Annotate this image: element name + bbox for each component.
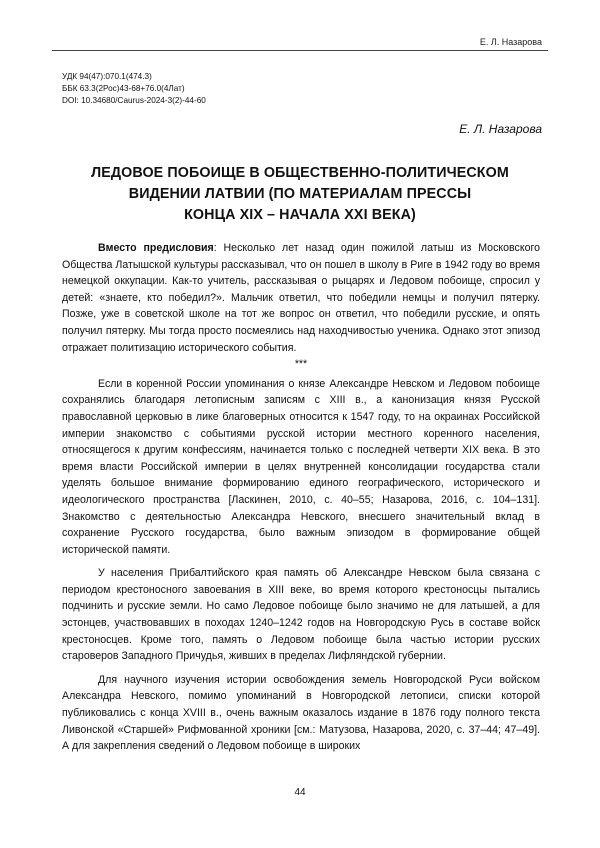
article-title: [70, 163, 530, 226]
doi: DOI: 10.34680/Caurus-2024-3(2)-44-60: [62, 96, 206, 105]
section-separator: ***: [294, 358, 308, 371]
preface-text: : Несколько лет назад один пожилой латыш из Московского Общества Латышской культуры рассказывал, что он пошел в школу в Риге в 1942 году во время немецкой оккупации. Как-то учитель, рассказывая о рыцарях и Ледовом побоище, спросил у детей: «знаете, кто победил?». Мальчик ответил, что победили немцы и получил пятерку. Позже, уже в советской школе на тот же вопрос он ответил, что победили русские, и опять получил пятерку. Мы тогда просто посмеялись над находчивостью ученика. Однако этот эпизод отражает политизацию исторического события.: [62, 242, 540, 354]
title-line-2: ВИДЕНИИ ЛАТВИИ (ПО МАТЕРИАЛАМ ПРЕССЫ: [128, 186, 472, 202]
preface-paragraph: [62, 240, 540, 356]
article-body: [62, 240, 540, 755]
preface-label: Вместо предисловия: [98, 242, 214, 254]
body-paragraph-3: Для научного изучения истории освобождения земель Новгородской Руси войском Александра Невского, помимо упоминаний в Новгородской летописи, списки которой публиковались с конца XVIII в., очень важным оказалось издание в 1876 году полного текста Ливонской «Старшей» Рифмованной хроники [см.: Матузова, Назарова, 2020, с. 37–44; 47–49]. А для закрепления сведений о Ледовом побоище в широких: [62, 673, 540, 753]
udk-code: УДК 94(47):070.1(474.3): [62, 72, 152, 81]
running-head-author: Е. Л. Назарова: [479, 37, 542, 47]
article-author: Е. Л. Назарова: [459, 122, 542, 136]
header-rule: [52, 50, 548, 51]
classification-block: [62, 71, 206, 107]
body-paragraph-1: Если в коренной России упоминания о князе Александре Невском и Ледовом побоище сохранялись благодаря летописным записям с XIII в., а канонизация князя Русской православной церковью в лике благоверных относится к 1547 году, то на окраинах Российской империи знакомство с событиями русской истории местного коренного населения, относящегося к другим конфессиям, начинается только с последней четверти XIX века. В это время власти Российской империи в целях внутренней консолидации государства стали уделять большое внимание формированию единого географического, исторического и идеологического пространства [Ласкинен, 2010, с. 40–55; Назарова, 2016, с. 104–131]. Знакомство с деятельностью Александра Невского, внесшего значительный вклад в сохранение Русского государства, было важным эпизодом в формирование общей исторической памяти.: [62, 377, 540, 556]
title-line-1: ЛЕДОВОЕ ПОБОИЩЕ В ОБЩЕСТВЕННО-ПОЛИТИЧЕСКОМ: [91, 165, 509, 181]
body-paragraph-2: У населения Прибалтийского края память об Александре Невском была связана с периодом крестоносного завоевания в XIII веке, во время которого крестоносцы пытались подчинить и русские земли. Но само Ледовое побоище было значимо не для латышей, а для эстонцев, участвовавших в походах 1240–1242 годов на Новгородскую Русь в составе войск крестоносцев. Кроме того, память о Ледовом побоище была частью истории русских староверов Западного Причудья, живших в пределах Лифляндской губернии.: [62, 567, 540, 663]
title-line-3: КОНЦА XIX – НАЧАЛА XXI ВЕКА): [184, 207, 416, 223]
page-number: 44: [294, 787, 306, 798]
bbk-code: ББК 63.3(2Рос)43-68+76.0(4Лат): [62, 84, 185, 93]
